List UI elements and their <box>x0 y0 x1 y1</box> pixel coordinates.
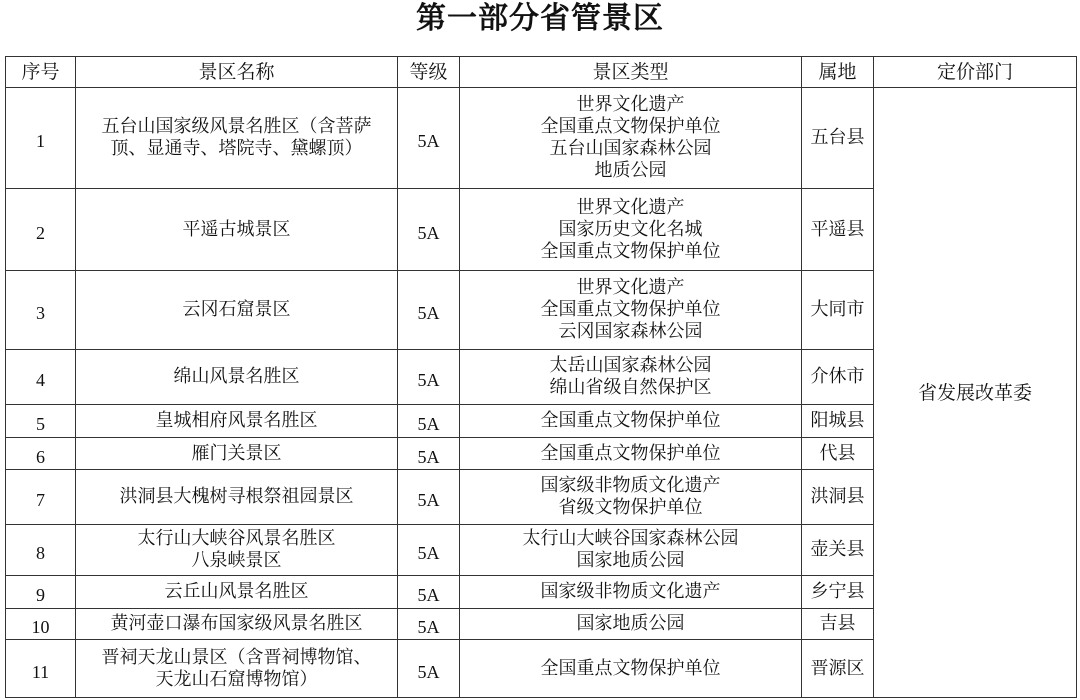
grade-cell: 5A <box>398 271 460 350</box>
scenic-type-line: 世界文化遗产 <box>576 196 685 218</box>
grade-cell: 5A <box>398 576 460 609</box>
row-index: 2 <box>6 189 76 271</box>
scenic-type-cell <box>460 189 802 271</box>
scenic-name-line: 皇城相府风景名胜区 <box>155 410 318 431</box>
scenic-name-line: 绵山风景名胜区 <box>173 366 300 387</box>
scenic-name-cell <box>76 525 398 576</box>
location-cell: 吉县 <box>802 609 874 640</box>
location-cell: 阳城县 <box>802 405 874 438</box>
scenic-type-line: 太行山大峡谷国家森林公园 <box>522 528 739 549</box>
row-index: 3 <box>6 271 76 350</box>
scenic-type-line: 全国重点文物保护单位 <box>540 240 721 262</box>
grade-cell: 5A <box>398 525 460 576</box>
scenic-name-cell <box>76 88 398 189</box>
row-index: 10 <box>6 609 76 640</box>
location-cell: 五台县 <box>802 88 874 189</box>
row-index: 9 <box>6 576 76 609</box>
header-index: 序号 <box>6 57 76 88</box>
grade-cell: 5A <box>398 350 460 405</box>
location-cell: 晋源区 <box>802 640 874 698</box>
scenic-type-cell <box>460 470 802 525</box>
scenic-name-cell <box>76 189 398 271</box>
scenic-type-cell <box>460 438 802 470</box>
scenic-type-line: 世界文化遗产 <box>576 94 685 115</box>
scenic-type-cell <box>460 405 802 438</box>
location-cell: 洪洞县 <box>802 470 874 525</box>
scenic-type-line: 全国重点文物保护单位 <box>540 410 721 431</box>
scenic-name-cell <box>76 438 398 470</box>
location-cell: 介休市 <box>802 350 874 405</box>
scenic-type-line: 国家级非物质文化遗产 <box>540 475 721 496</box>
scenic-type-cell <box>460 609 802 640</box>
scenic-name-line: 太行山大峡谷风景名胜区 <box>137 528 336 549</box>
scenic-type-line: 世界文化遗产 <box>576 277 685 298</box>
row-index: 7 <box>6 470 76 525</box>
scenic-name-line: 黄河壶口瀑布国家级风景名胜区 <box>110 613 363 634</box>
scenic-name-line: 天龙山石窟博物馆） <box>155 668 318 690</box>
scenic-name-cell <box>76 350 398 405</box>
scenic-type-line: 省级文物保护单位 <box>558 497 703 518</box>
scenic-type-line: 全国重点文物保护单位 <box>540 442 721 464</box>
grade-cell: 5A <box>398 640 460 698</box>
location-cell: 壶关县 <box>802 525 874 576</box>
row-index: 8 <box>6 525 76 576</box>
header-location: 属地 <box>802 57 874 88</box>
scenic-type-cell <box>460 350 802 405</box>
scenic-name-line: 八泉峡景区 <box>191 550 282 571</box>
scenic-type-line: 全国重点文物保护单位 <box>540 657 721 679</box>
row-index: 11 <box>6 640 76 698</box>
table-header-row <box>6 57 1077 88</box>
scenic-name-line: 洪洞县大槐树寻根祭祖园景区 <box>119 486 354 507</box>
scenic-type-line: 国家级非物质文化遗产 <box>540 581 721 602</box>
scenic-area-table <box>5 56 1077 698</box>
grade-cell: 5A <box>398 189 460 271</box>
location-cell: 平遥县 <box>802 189 874 271</box>
scenic-type-line: 全国重点文物保护单位 <box>540 116 721 137</box>
scenic-name-cell <box>76 271 398 350</box>
scenic-name-line: 顶、显通寺、塔院寺、黛螺顶） <box>110 138 363 159</box>
scenic-type-line: 绵山省级自然保护区 <box>549 377 712 398</box>
grade-cell: 5A <box>398 405 460 438</box>
header-grade: 等级 <box>398 57 460 88</box>
scenic-type-line: 地质公园 <box>594 160 667 181</box>
scenic-type-line: 五台山国家森林公园 <box>549 138 712 159</box>
scenic-type-cell <box>460 640 802 698</box>
pricing-department-cell: 省发展改革委 <box>874 88 1077 698</box>
scenic-name-cell <box>76 470 398 525</box>
row-index: 5 <box>6 405 76 438</box>
scenic-type-cell <box>460 271 802 350</box>
header-type: 景区类型 <box>460 57 802 88</box>
scenic-name-cell <box>76 576 398 609</box>
scenic-name-line: 云丘山风景名胜区 <box>164 581 309 602</box>
scenic-type-line: 全国重点文物保护单位 <box>540 299 721 320</box>
scenic-name-line: 平遥古城景区 <box>182 218 291 240</box>
row-index: 1 <box>6 88 76 189</box>
header-name: 景区名称 <box>76 57 398 88</box>
scenic-name-line: 五台山国家级风景名胜区（含菩萨 <box>101 116 372 137</box>
scenic-name-line: 云冈石窟景区 <box>182 299 291 320</box>
scenic-type-cell <box>460 525 802 576</box>
scenic-type-line: 国家地质公园 <box>576 550 685 571</box>
table-row <box>6 88 1077 189</box>
location-cell: 代县 <box>802 438 874 470</box>
location-cell: 乡宁县 <box>802 576 874 609</box>
scenic-type-line: 云冈国家森林公园 <box>558 321 703 342</box>
grade-cell: 5A <box>398 470 460 525</box>
location-cell: 大同市 <box>802 271 874 350</box>
scenic-name-cell <box>76 609 398 640</box>
page-title: 第一部分省管景区 <box>416 1 664 36</box>
scenic-name-cell <box>76 405 398 438</box>
grade-cell: 5A <box>398 609 460 640</box>
scenic-type-line: 国家地质公园 <box>576 613 685 634</box>
row-index: 4 <box>6 350 76 405</box>
scenic-type-cell <box>460 88 802 189</box>
scenic-name-line: 雁门关景区 <box>191 442 282 464</box>
scenic-type-line: 太岳山国家森林公园 <box>549 355 712 376</box>
scenic-type-line: 国家历史文化名城 <box>558 218 703 240</box>
scenic-type-cell <box>460 576 802 609</box>
scenic-name-line: 晋祠天龙山景区（含晋祠博物馆、 <box>101 646 372 668</box>
row-index: 6 <box>6 438 76 470</box>
header-department: 定价部门 <box>874 57 1077 88</box>
grade-cell: 5A <box>398 438 460 470</box>
grade-cell: 5A <box>398 88 460 189</box>
scenic-name-cell <box>76 640 398 698</box>
